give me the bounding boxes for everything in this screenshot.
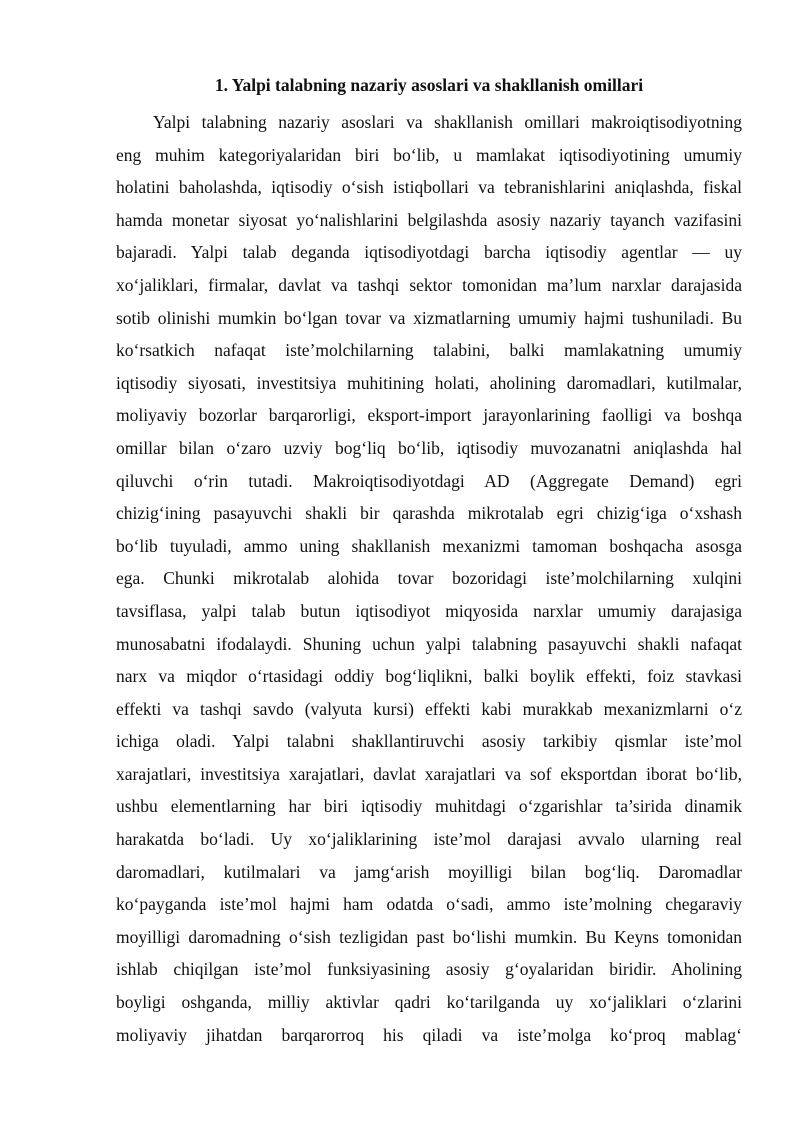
text-line: bo‘lib tuyuladi, ammo uning shakllanish mexanizmi tamoman boshqacha asosga (116, 535, 742, 556)
text-line: tavsiflasa, yalpi talab butun iqtisodiyot miqyosida narxlar umumiy darajasiga (116, 600, 742, 621)
text-line: ko‘payganda iste’mol hajmi ham odatda o‘sadi, ammo iste’molning chegaraviy (116, 894, 742, 915)
text-line: munosabatni ifodalaydi. Shuning uchun yalpi talabning pasayuvchi shakli nafaqat (116, 633, 742, 654)
text-line: moyilligi daromadning o‘sish tezligidan past bo‘lishi mumkin. Bu Keyns tomonidan (116, 926, 742, 947)
text-line: ishlab chiqilgan iste’mol funksiyasining asosiy g‘oyalaridan biridir. Aholining (116, 959, 742, 980)
text-line: ushbu elementlarning har biri iqtisodiy muhitdagi o‘zgarishlar ta’sirida dinamik (116, 796, 742, 817)
text-line: moliyaviy bozorlar barqarorligi, eksport-import jarayonlarining faolligi va boshqa (116, 405, 742, 426)
text-line: omillar bilan o‘zaro uzviy bog‘liq bo‘lib, iqtisodiy muvozanatni aniqlashda hal (116, 437, 742, 458)
text-line: ko‘rsatkich nafaqat iste’molchilarning talabini, balki mamlakatning umumiy (116, 340, 742, 361)
text-line: iqtisodiy siyosati, investitsiya muhitining holati, aholining daromadlari, kutilmalar, (116, 372, 742, 393)
text-line: Yalpi talabning nazariy asoslari va shakllanish omillari makroiqtisodiyotning (153, 112, 742, 132)
text-line: ichiga oladi. Yalpi talabni shakllantiruvchi asosiy tarkibiy qismlar iste’mol (116, 731, 742, 752)
text-line: qiluvchi o‘rin tutadi. Makroiqtisodiyotdagi AD (Aggregate Demand) egri (116, 470, 742, 491)
section-heading: 1. Yalpi talabning nazariy asoslari va shakllanish omillari (214, 75, 644, 95)
text-line: sotib olinishi mumkin bo‘lgan tovar va xizmatlarning umumiy hajmi tushuniladi. Bu (116, 307, 742, 328)
text-line: xarajatlari, investitsiya xarajatlari, davlat xarajatlari va sof eksportdan iborat bo‘lib, (116, 763, 742, 784)
text-line: narx va miqdor o‘rtasidagi oddiy bog‘liqlikni, balki boylik effekti, foiz stavkasi (116, 666, 742, 687)
text-line: holatini baholashda, iqtisodiy o‘sish istiqbollari va tebranishlarini aniqlashda, fiskal (116, 177, 742, 198)
text-line: hamda monetar siyosat yo‘nalishlarini belgilashda asosiy nazariy tayanch vazifasini (116, 209, 742, 230)
text-line: daromadlari, kutilmalari va jamg‘arish moyilligi bilan bog‘liq. Daromadlar (116, 861, 742, 882)
text-line: chizig‘ining pasayuvchi shakli bir qarashda mikrotalab egri chizig‘iga o‘xshash (116, 503, 742, 524)
text-line: effekti va tashqi savdo (valyuta kursi) effekti kabi murakkab mexanizmlarni o‘z (116, 698, 742, 719)
text-line: bajaradi. Yalpi talab deganda iqtisodiyotdagi barcha iqtisodiy agentlar — uy (116, 242, 742, 263)
body-paragraph (116, 106, 742, 1051)
text-line: boyligi oshganda, milliy aktivlar qadri ko‘tarilganda uy xo‘jaliklari o‘zlarini (116, 992, 742, 1013)
text-line: ega. Chunki mikrotalab alohida tovar bozoridagi iste’molchilarning xulqini (116, 568, 742, 589)
text-line: moliyaviy jihatdan barqarorroq his qiladi va iste’molga ko‘proq mablag‘ (116, 1024, 742, 1045)
text-line: xo‘jaliklari, firmalar, davlat va tashqi sektor tomonidan ma’lum narxlar darajasida (116, 274, 742, 295)
text-line: eng muhim kategoriyalaridan biri bo‘lib, u mamlakat iqtisodiyotining umumiy (116, 144, 742, 165)
text-line: harakatda bo‘ladi. Uy xo‘jaliklarining iste’mol darajasi avvalo ularning real (116, 829, 742, 850)
